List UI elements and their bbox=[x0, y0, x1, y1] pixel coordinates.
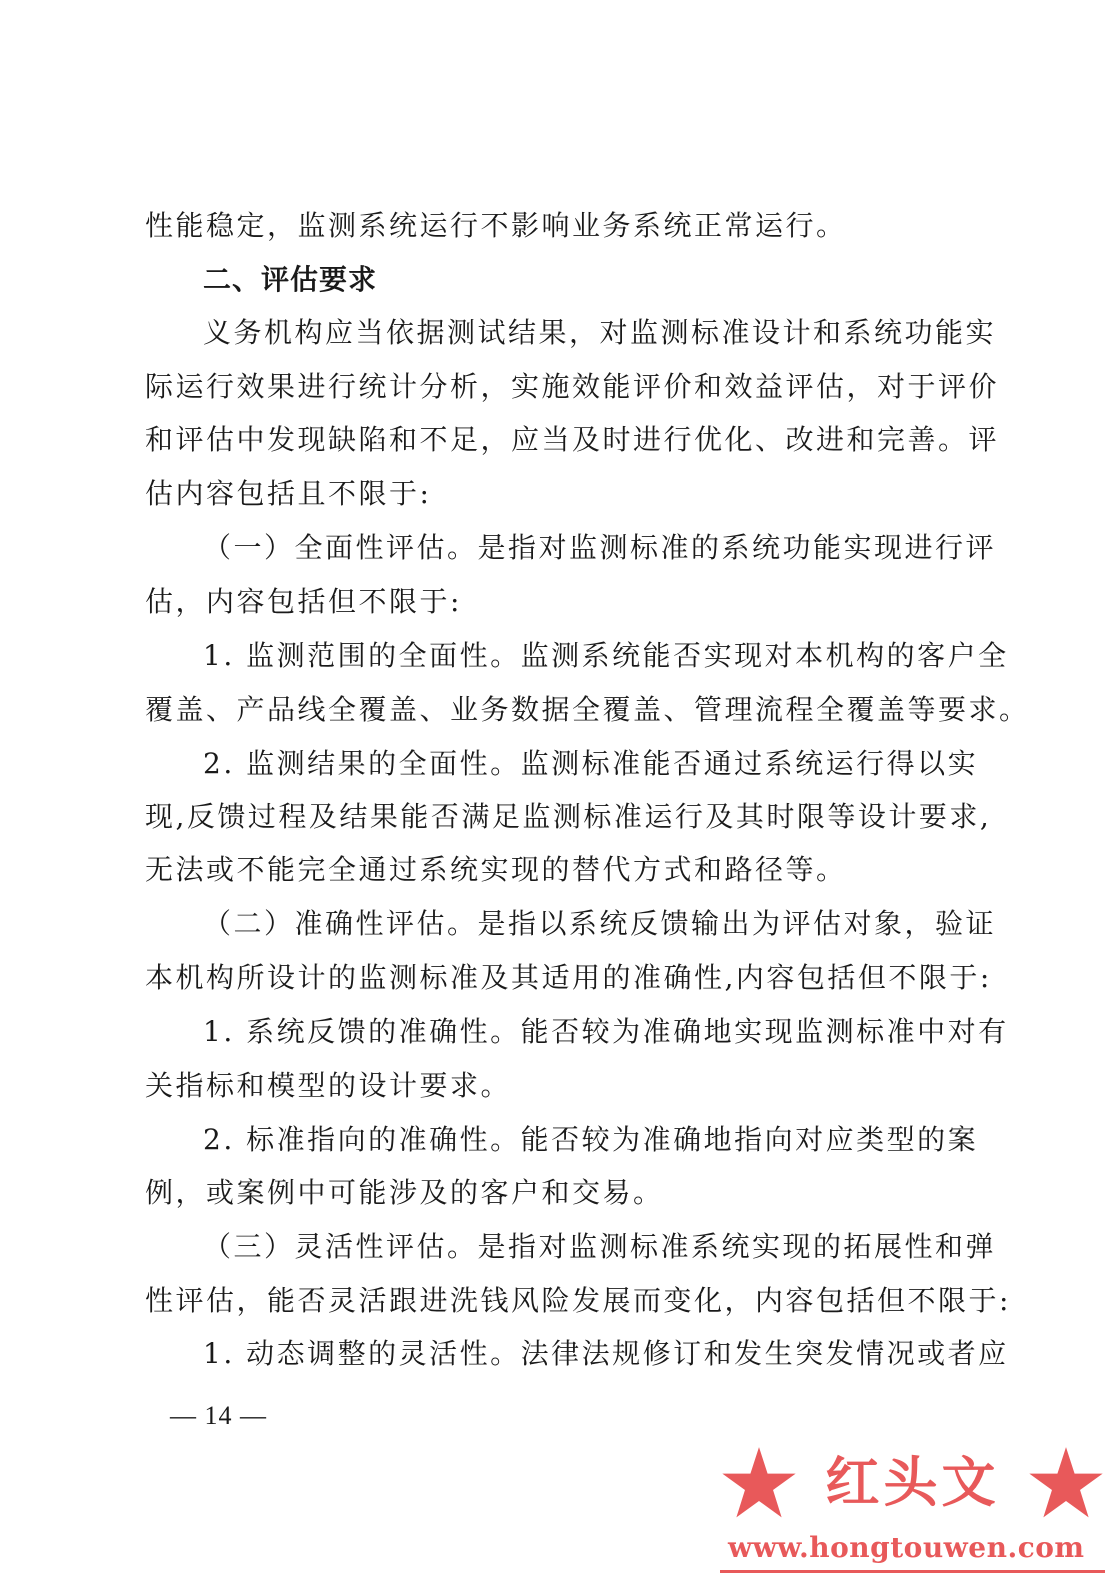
page-number: — 14 — bbox=[170, 1401, 267, 1430]
body-line-19: 例，或案例中可能涉及的客户和交易。 bbox=[145, 1176, 664, 1209]
watermark-logo bbox=[720, 1438, 1105, 1578]
item-dynamic-adjustment: 1. 动态调整的灵活性。法律法规修订和发生突发情况或者应 bbox=[203, 1337, 1009, 1370]
subsection-flexibility: （三）灵活性评估。是指对监测标准系统实现的拓展性和弹 bbox=[203, 1230, 997, 1263]
star-icon bbox=[720, 1444, 798, 1522]
body-line-10: 覆盖、产品线全覆盖、业务数据全覆盖、管理流程全覆盖等要求。 bbox=[145, 693, 1030, 726]
body-line-13: 无法或不能完全通过系统实现的替代方式和路径等。 bbox=[145, 853, 847, 886]
subsection-comprehensiveness: （一）全面性评估。是指对监测标准的系统功能实现进行评 bbox=[203, 531, 997, 564]
item-monitoring-results: 2. 监测结果的全面性。监测标准能否通过系统运行得以实 bbox=[203, 747, 979, 780]
body-line-12: 现,反馈过程及结果能否满足监测标准运行及其时限等设计要求, bbox=[145, 800, 992, 833]
watermark-divider bbox=[720, 1570, 1105, 1573]
body-line-21: 性评估，能否灵活跟进洗钱风险发展而变化，内容包括但不限于: bbox=[145, 1284, 1011, 1317]
body-line-4: 际运行效果进行统计分析，实施效能评价和效益评估，对于评价 bbox=[145, 370, 1000, 403]
body-line-5: 和评估中发现缺陷和不足，应当及时进行优化、改进和完善。评 bbox=[145, 423, 1000, 456]
item-monitoring-scope: 1. 监测范围的全面性。监测系统能否实现对本机构的客户全 bbox=[203, 639, 1009, 672]
watermark-title: 红头文 bbox=[825, 1451, 1000, 1514]
section-heading-evaluation-requirements: 二、评估要求 bbox=[203, 263, 378, 296]
item-standard-direction-accuracy: 2. 标准指向的准确性。能否较为准确地指向对应类型的案 bbox=[203, 1123, 979, 1156]
item-feedback-accuracy: 1. 系统反馈的准确性。能否较为准确地实现监测标准中对有 bbox=[203, 1015, 1009, 1048]
body-line-6: 估内容包括且不限于: bbox=[145, 477, 432, 510]
body-line-8: 估，内容包括但不限于: bbox=[145, 585, 462, 618]
body-line-17: 关指标和模型的设计要求。 bbox=[145, 1069, 512, 1102]
subsection-accuracy: （二）准确性评估。是指以系统反馈输出为评估对象，验证 bbox=[203, 907, 997, 940]
body-line-3: 义务机构应当依据测试结果，对监测标准设计和系统功能实 bbox=[203, 316, 997, 349]
watermark-url: www.hongtouwen.com bbox=[728, 1531, 1085, 1564]
body-line-15: 本机构所设计的监测标准及其适用的准确性,内容包括但不限于: bbox=[145, 961, 992, 994]
star-icon bbox=[1027, 1444, 1105, 1522]
body-line-1: 性能稳定，监测系统运行不影响业务系统正常运行。 bbox=[145, 209, 847, 242]
